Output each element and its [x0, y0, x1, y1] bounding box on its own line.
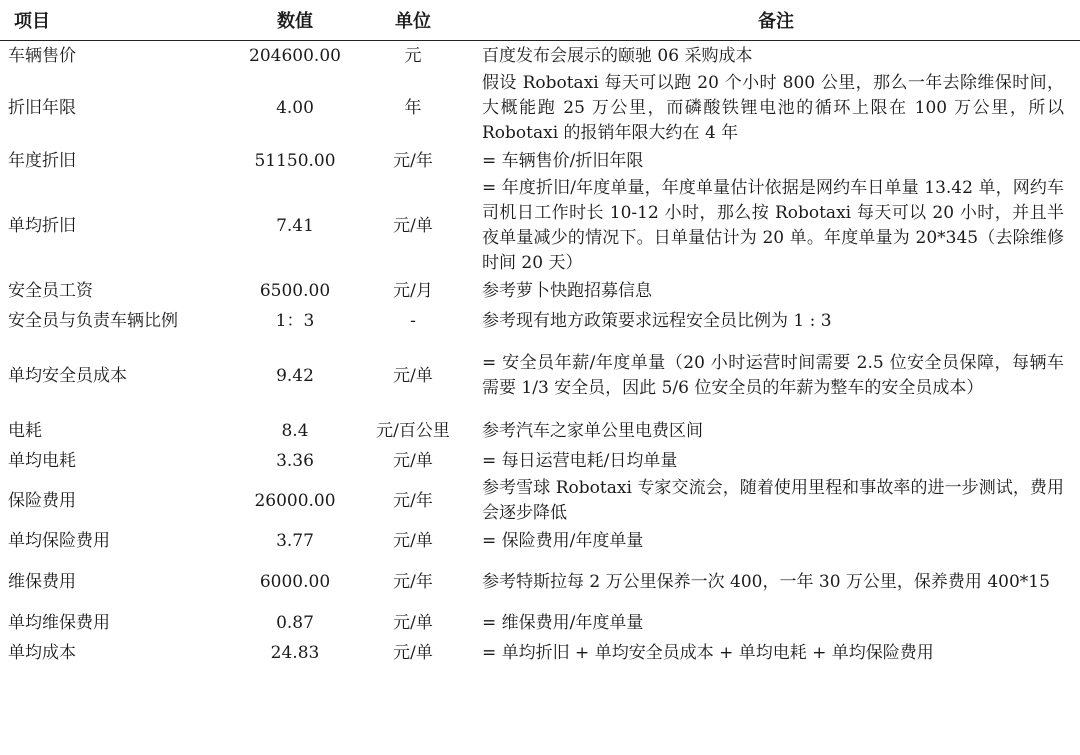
row-value: 6000.00: [259, 571, 331, 592]
row-item: 安全员与负责车辆比例: [8, 310, 178, 331]
row-unit: 元/月: [393, 280, 433, 301]
row-item: 车辆售价: [8, 45, 76, 66]
row-unit: 元/单: [393, 642, 433, 663]
header-value: 数值: [236, 0, 354, 41]
row-item: 年度折旧: [8, 150, 76, 171]
row-unit: 元: [404, 45, 422, 66]
row-note: 参考雪球 Robotaxi 专家交流会，随着使用里程和事故率的进一步测试，费用会逐步降低: [482, 478, 1064, 523]
row-note: = 维保费用/年度单量: [482, 612, 644, 633]
row-note: 参考现有地方政策要求远程安全员比例为 1 : 3: [482, 310, 832, 331]
row-item: 电耗: [8, 420, 42, 441]
header-item: 项目: [0, 0, 236, 41]
row-unit: 年: [404, 98, 422, 118]
row-value: 6500.00: [259, 280, 331, 301]
table-body: [0, 41, 1080, 669]
row-note: = 单均折旧 + 单均安全员成本 + 单均电耗 + 单均保险费用: [482, 642, 934, 663]
row-value: 26000.00: [254, 490, 336, 511]
row-note: = 保险费用/年度单量: [482, 530, 644, 551]
row-item: 折旧年限: [8, 98, 76, 118]
table-row: [0, 608, 1080, 638]
row-value: 7.41: [276, 215, 314, 236]
row-note: 参考特斯拉每 2 万公里保养一次 400，一年 30 万公里，保养费用 400*15: [482, 571, 1050, 592]
row-item: 单均成本: [8, 642, 76, 663]
row-value: 51150.00: [254, 150, 336, 171]
table-row: [0, 41, 1080, 72]
table-row: [0, 146, 1080, 176]
row-value: 9.42: [276, 365, 314, 386]
row-value: 204600.00: [249, 45, 341, 66]
row-note: = 年度折旧/年度单量，年度单量估计依据是网约车日单量 13.42 单，网约车司机日工作时长 10-12 小时，那么按 Robotaxi 每天可以 20 小时，并且半夜单量减少的情况下。日单量估计为 20 单。年度单量为 20*345（去除维修时间 20 天）: [482, 178, 1064, 273]
header-note: 备注: [472, 0, 1080, 41]
table-row: [0, 556, 1080, 608]
row-value: 24.83: [270, 642, 320, 663]
row-note: = 安全员年薪/年度单量（20 小时运营时间需要 2.5 位安全员保障，每辆车需要 1/3 安全员，因此 5/6 位安全员的年薪为整车的安全员成本）: [482, 353, 1064, 398]
header-row: [0, 0, 1080, 41]
row-unit: 元/年: [393, 571, 433, 592]
row-item: 单均电耗: [8, 450, 76, 471]
row-value: 8.4: [281, 420, 309, 441]
table-row: [0, 306, 1080, 336]
row-item: 安全员工资: [8, 280, 93, 301]
table-row: [0, 336, 1080, 416]
row-unit: 元/单: [393, 530, 433, 551]
table-row: [0, 476, 1080, 526]
row-value: 1：3: [275, 310, 315, 331]
row-item: 单均维保费用: [8, 612, 110, 633]
table-row: [0, 276, 1080, 306]
table-row: [0, 638, 1080, 668]
row-note: = 车辆售价/折旧年限: [482, 150, 644, 171]
table-header: [0, 0, 1080, 41]
row-item: 单均折旧: [8, 215, 76, 236]
row-note: 参考汽车之家单公里电费区间: [482, 420, 703, 441]
row-note: 百度发布会展示的颐驰 06 采购成本: [482, 45, 753, 66]
table-row: [0, 526, 1080, 556]
header-unit: 单位: [354, 0, 472, 41]
row-value: 3.77: [276, 530, 314, 551]
row-unit: 元/年: [393, 150, 433, 171]
row-value: 3.36: [276, 450, 314, 471]
row-item: 单均安全员成本: [8, 365, 127, 386]
table-row: [0, 446, 1080, 476]
row-note: = 每日运营电耗/日均单量: [482, 450, 678, 471]
table-row: [0, 71, 1080, 146]
row-unit: 元/单: [393, 612, 433, 633]
row-unit: 元/年: [393, 490, 433, 511]
row-unit: 元/单: [393, 215, 433, 236]
row-unit: 元/单: [393, 450, 433, 471]
row-item: 保险费用: [8, 490, 76, 511]
row-value: 0.87: [276, 612, 314, 633]
row-item: 维保费用: [8, 571, 76, 592]
row-item: 单均保险费用: [8, 530, 110, 551]
row-unit: 元/百公里: [376, 420, 450, 441]
row-unit: 元/单: [393, 365, 433, 386]
table-row: [0, 176, 1080, 276]
row-note: 参考萝卜快跑招募信息: [482, 280, 652, 301]
row-note: 假设 Robotaxi 每天可以跑 20 个小时 800 公里，那么一年去除维保时间，大概能跑 25 万公里，而磷酸铁锂电池的循环上限在 100 万公里，所以 Robotaxi 的报销年限大约在 4 年: [482, 73, 1064, 143]
row-value: 4.00: [276, 98, 314, 118]
row-unit: -: [410, 310, 416, 331]
table-row: [0, 416, 1080, 446]
